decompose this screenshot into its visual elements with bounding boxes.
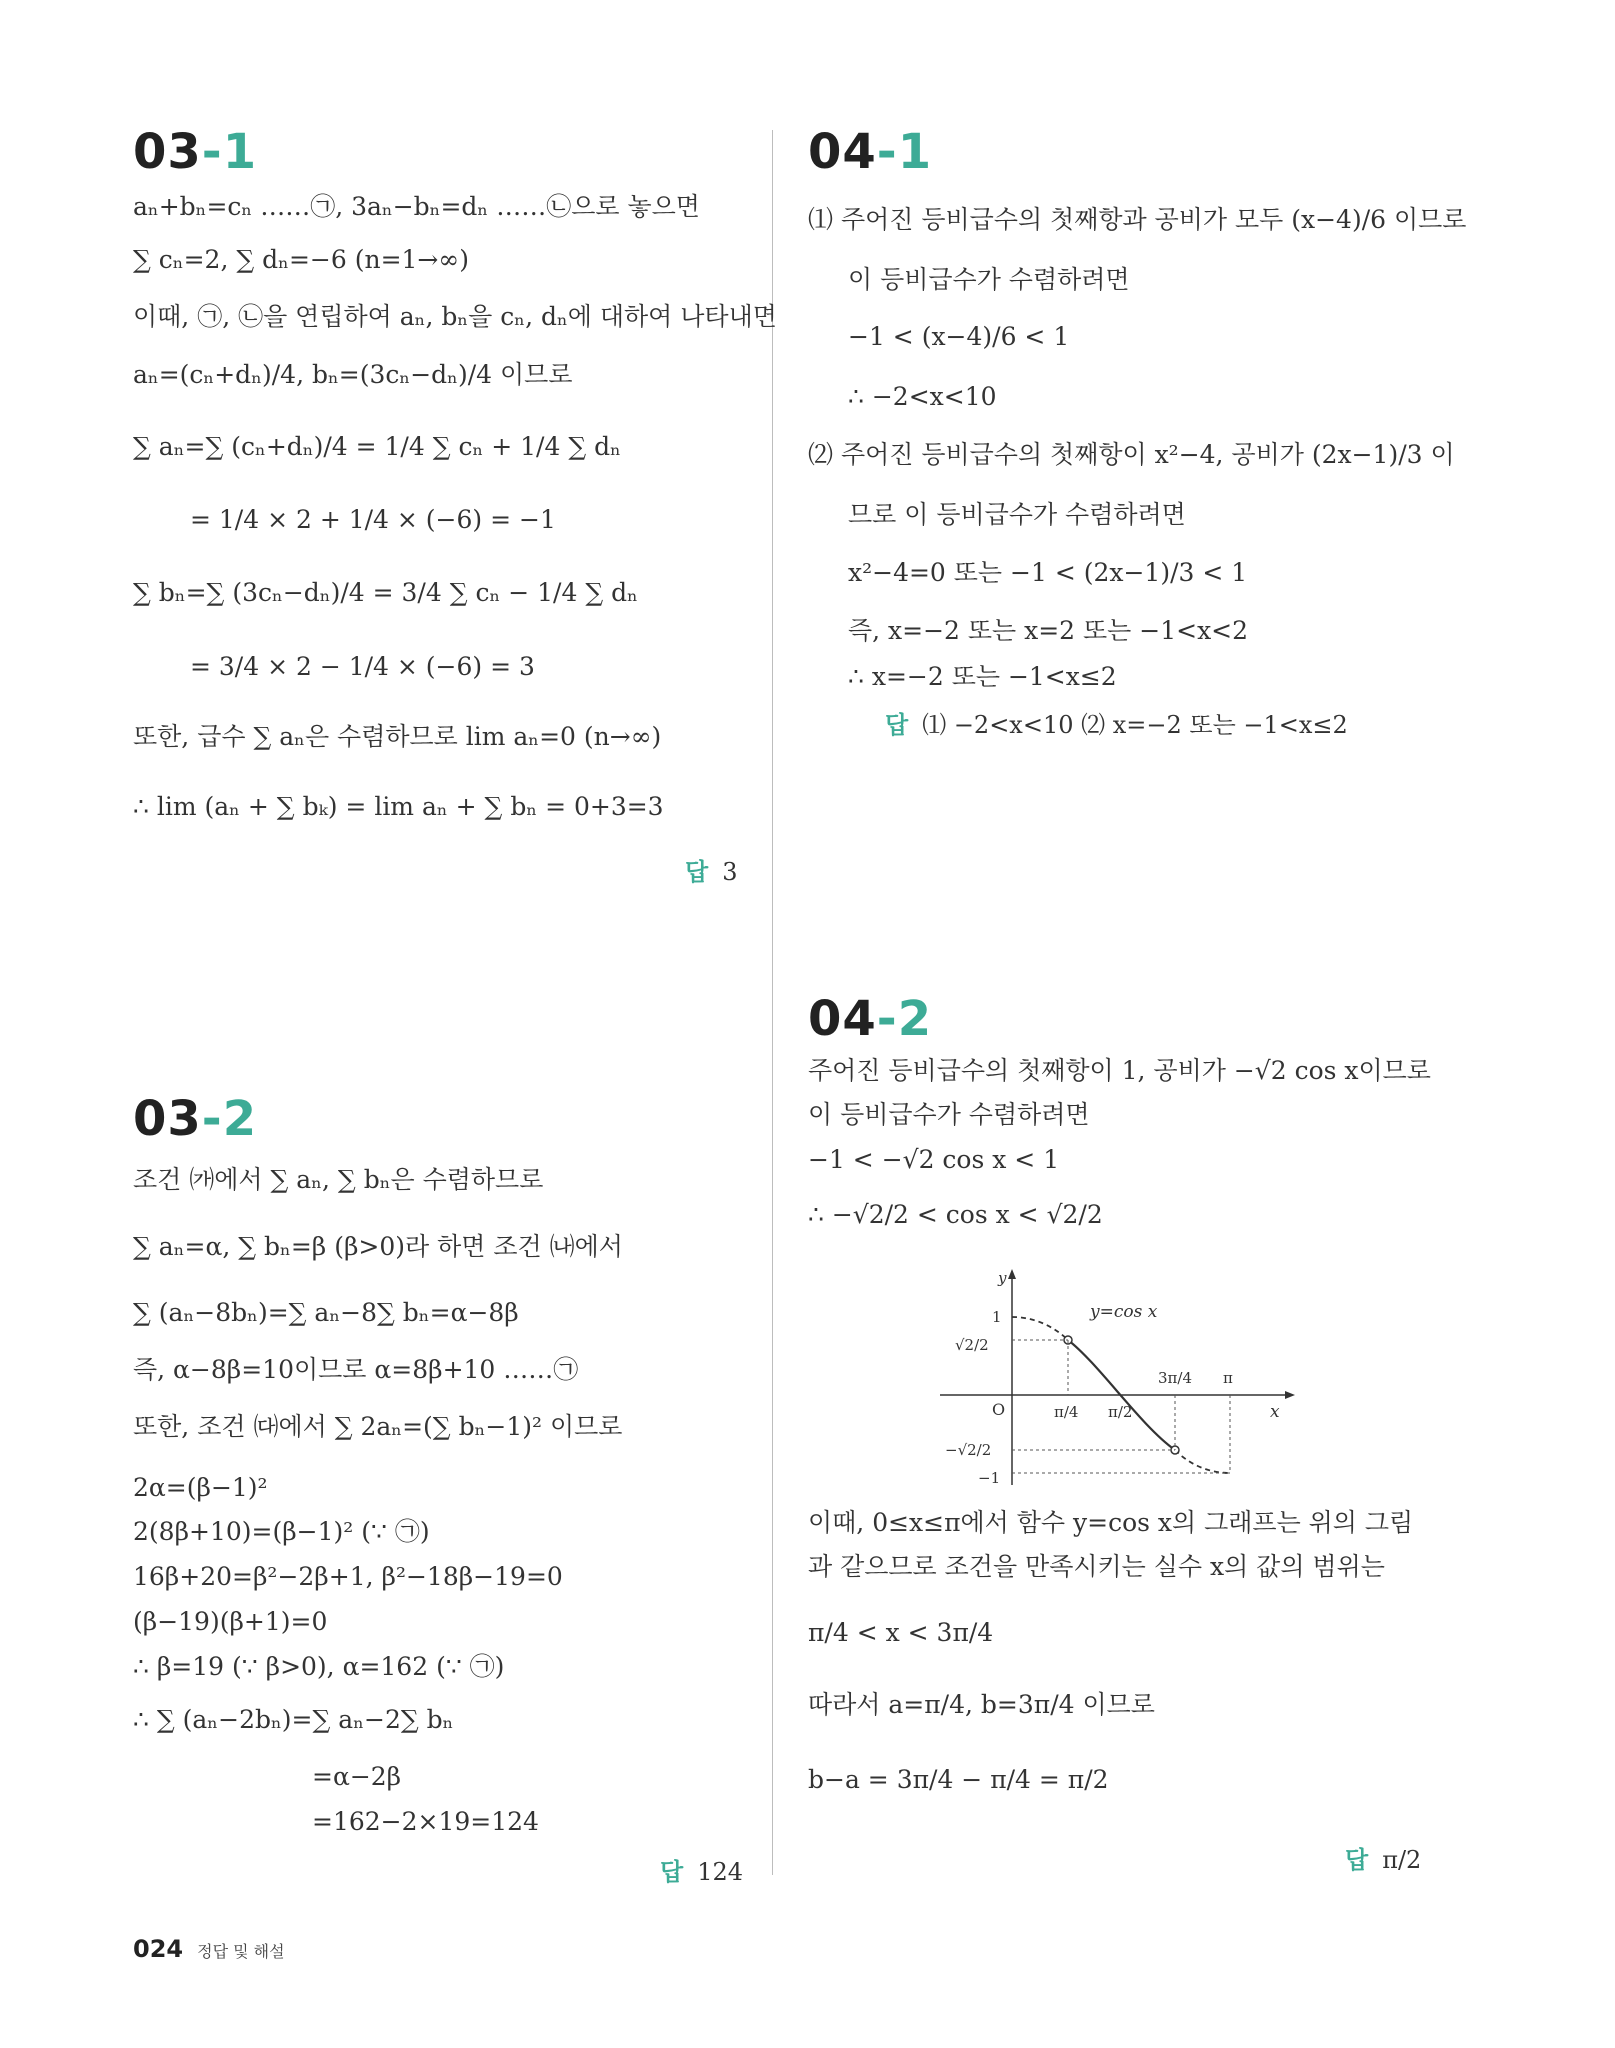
y-tick-label: 1: [992, 1308, 1002, 1326]
solution-line: −1 < (x−4)/6 < 1: [848, 322, 1070, 351]
solution-line: = 1/4 × 2 + 1/4 × (−6) = −1: [190, 505, 556, 534]
y-axis-label: y: [998, 1269, 1007, 1287]
solution-line: (β−19)(β+1)=0: [133, 1607, 328, 1636]
curve-dashed-right: [1175, 1450, 1230, 1473]
solution-line: 조건 ㈎에서 ∑ aₙ, ∑ bₙ은 수렴하므로: [133, 1165, 544, 1194]
solution-line: 따라서 a=π/4, b=3π/4 이므로: [808, 1690, 1155, 1719]
solution-line: ⑴ 주어진 등비급수의 첫째항과 공비가 모두 (x−4)/6 이므로: [808, 205, 1467, 234]
solution-line: 또한, 급수 ∑ aₙ은 수렴하므로 lim aₙ=0 (n→∞): [133, 722, 662, 751]
solution-line: aₙ+bₙ=cₙ ……㉠, 3aₙ−bₙ=dₙ ……㉡으로 놓으면: [133, 192, 700, 221]
curve-label: y=cos x: [1090, 1302, 1158, 1322]
solution-line: 므로 이 등비급수가 수렴하려면: [848, 500, 1186, 529]
answer-04-1: [885, 705, 1348, 740]
x-tick-label: π/4: [1054, 1403, 1079, 1421]
solution-line: b−a = 3π/4 − π/4 = π/2: [808, 1765, 1109, 1794]
section-title-04-1: 04-1: [808, 124, 933, 180]
x-tick-label: π: [1223, 1369, 1233, 1387]
solution-line: ⑵ 주어진 등비급수의 첫째항이 x²−4, 공비가 (2x−1)/3 이: [808, 440, 1455, 469]
answer-tag: 답: [885, 711, 909, 739]
solution-line: 2(8β+10)=(β−1)² (∵ ㉠): [133, 1517, 430, 1546]
origin-label: O: [992, 1400, 1006, 1419]
solution-line: ∴ β=19 (∵ β>0), α=162 (∵ ㉠): [133, 1652, 505, 1681]
solution-line: 또한, 조건 ㈐에서 ∑ 2aₙ=(∑ bₙ−1)² 이므로: [133, 1412, 623, 1441]
solution-line: ∑ (aₙ−8bₙ)=∑ aₙ−8∑ bₙ=α−8β: [133, 1298, 519, 1327]
solution-line: 과 같으므로 조건을 만족시키는 실수 x의 값의 범위는: [808, 1552, 1385, 1581]
cosine-graph: [930, 1265, 1300, 1495]
y-tick-label: −1: [978, 1469, 1001, 1487]
page-label: 정답 및 해설: [197, 1942, 285, 1961]
section-title-04-2: 04-2: [808, 991, 933, 1047]
answer-tag: 답: [660, 1858, 684, 1886]
answer-tag: 답: [1345, 1846, 1369, 1874]
solution-line: 즉, α−8β=10이므로 α=8β+10 ……㉠: [133, 1355, 579, 1384]
solution-line: 이때, 0≤x≤π에서 함수 y=cos x의 그래프는 위의 그림: [808, 1508, 1414, 1537]
solution-line: 2α=(β−1)²: [133, 1473, 268, 1502]
solution-line: ∴ −√2/2 < cos x < √2/2: [808, 1200, 1103, 1229]
x-axis-arrow-icon: [1285, 1391, 1295, 1399]
answer-value: 124: [697, 1858, 743, 1886]
y-tick-label: −√2/2: [945, 1441, 992, 1459]
answer-value: 3: [722, 858, 738, 886]
solution-line: 이 등비급수가 수렴하려면: [808, 1100, 1090, 1129]
solution-line: x²−4=0 또는 −1 < (2x−1)/3 < 1: [848, 558, 1248, 587]
solution-line: 주어진 등비급수의 첫째항이 1, 공비가 −√2 cos x이므로: [808, 1056, 1431, 1085]
solution-line: 16β+20=β²−2β+1, β²−18β−19=0: [133, 1562, 563, 1591]
solution-line: ∴ ∑ (aₙ−2bₙ)=∑ aₙ−2∑ bₙ: [133, 1705, 454, 1734]
page-number: 024: [133, 1935, 184, 1963]
section-title-03-1: 03-1: [133, 124, 258, 180]
page-footer: [133, 1935, 285, 1963]
solution-line: 이 등비급수가 수렴하려면: [848, 265, 1130, 294]
solution-line: aₙ=(cₙ+dₙ)/4, bₙ=(3cₙ−dₙ)/4 이므로: [133, 360, 573, 389]
solution-line: ∴ x=−2 또는 −1<x≤2: [848, 662, 1117, 691]
solution-line: −1 < −√2 cos x < 1: [808, 1145, 1060, 1174]
solution-line: ∑ aₙ=∑ (cₙ+dₙ)/4 = 1/4 ∑ cₙ + 1/4 ∑ dₙ: [133, 432, 621, 461]
answer-value: ⑴ −2<x<10 ⑵ x=−2 또는 −1<x≤2: [922, 711, 1348, 739]
column-divider: [772, 130, 773, 1875]
y-tick-label: √2/2: [955, 1336, 989, 1354]
answer-tag: 답: [685, 858, 709, 886]
solution-line: = 3/4 × 2 − 1/4 × (−6) = 3: [190, 652, 535, 681]
solution-line: ∴ lim (aₙ + ∑ bₖ) = lim aₙ + ∑ bₙ = 0+3=3: [133, 792, 664, 821]
x-tick-label: π/2: [1108, 1403, 1133, 1421]
answer-04-2: [1345, 1840, 1421, 1875]
solution-line: =162−2×19=124: [312, 1807, 539, 1836]
x-axis-label: x: [1270, 1402, 1280, 1422]
answer-03-2: [660, 1852, 743, 1887]
x-tick-label: 3π/4: [1158, 1369, 1192, 1387]
solution-line: π/4 < x < 3π/4: [808, 1618, 994, 1647]
solution-line: ∴ −2<x<10: [848, 382, 997, 411]
solution-line: ∑ bₙ=∑ (3cₙ−dₙ)/4 = 3/4 ∑ cₙ − 1/4 ∑ dₙ: [133, 578, 638, 607]
section-title-03-2: 03-2: [133, 1091, 258, 1147]
answer-value: π/2: [1382, 1846, 1422, 1874]
solution-line: ∑ aₙ=α, ∑ bₙ=β (β>0)라 하면 조건 ㈏에서: [133, 1232, 623, 1261]
solution-line: 이때, ㉠, ㉡을 연립하여 aₙ, bₙ을 cₙ, dₙ에 대하여 나타내면: [133, 302, 777, 331]
answer-03-1: [685, 852, 737, 887]
solution-line: =α−2β: [312, 1762, 402, 1791]
y-axis-arrow-icon: [1008, 1269, 1016, 1279]
solution-line: 즉, x=−2 또는 x=2 또는 −1<x<2: [848, 616, 1249, 645]
solution-line: ∑ cₙ=2, ∑ dₙ=−6 (n=1→∞): [133, 245, 469, 274]
curve-dashed-left: [1012, 1317, 1068, 1340]
